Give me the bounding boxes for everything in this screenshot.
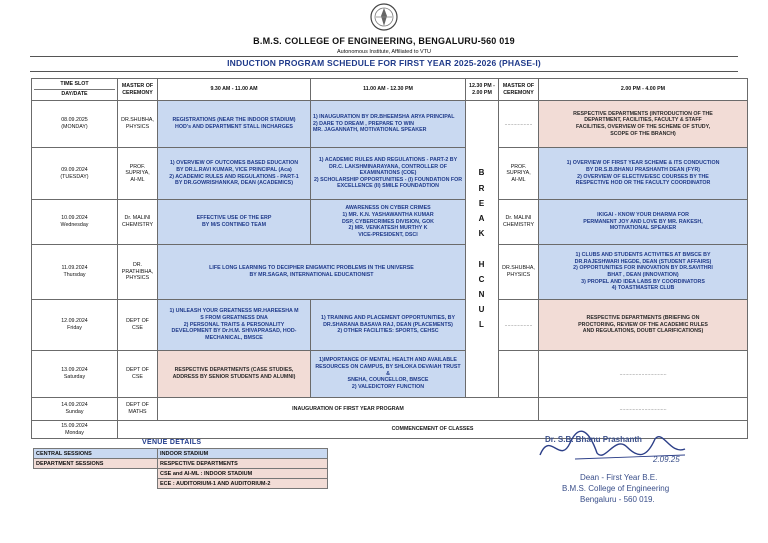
row-moc: DEPT OF CSE	[118, 351, 158, 398]
lunch-break-cell	[466, 101, 499, 398]
college-logo-icon	[369, 2, 399, 32]
venue-label: CENTRAL SESSIONS	[34, 449, 158, 459]
row-date: 14.09.2024 Sunday	[32, 398, 118, 421]
row-date: 08.09.2025 (MONDAY)	[32, 101, 118, 148]
session-clubs-innovation: 1) CLUBS AND STUDENTS ACTIVITIES AT BMSCE BY DR.RAJESHWARI HEGDE, DEAN (STUDENT AFFAIRS) 2) OPPORTUNITIES FOR INNOVATION BY DR.SAVITHRI BHAT , DEAN (INNOVATION) 3) PROPEL AND IDEA LABS BY COORDINATORS 4) TOASTMASTER CLUB	[539, 245, 748, 300]
lunch-break-label: B R E A K H C N U L	[478, 168, 486, 330]
session-inauguration: 1) INAUGURATION BY DR.BHEEMSHA ARYA PRINCIPAL 2) DARE TO DREAM , PREPARE TO WIN MR. JAGANNATH, MOTIVATIONAL SPEAKER	[311, 101, 466, 148]
session-rules-scholarship: 1) ACADEMIC RULES AND REGULATIONS - PART-2 BY DR.C. LAKSHMINARAYANA, CONTROLLER OF EXAMINATIONS (COE) 2) SCHOLARSHIP OPPORTUNITIES - (I) FOUNDATION FOR EXCELLENCE (II) SMILE FOUNDADTION	[311, 148, 466, 200]
table-row	[32, 101, 748, 148]
session-placements: 1) TRAINING AND PLACEMENT OPPORTUNITIES, BY DR.SHARANA BASAVA RAJ, DEAN (PLACEMENTS) 2) OTHER FACILITIES: SPORTS, CEHSC	[311, 300, 466, 351]
header-moc-2: MASTER OF CEREMONY	[499, 79, 539, 101]
commencement-of-classes: COMMENCEMENT OF CLASSES	[118, 421, 748, 439]
header-moc-1: MASTER OF CEREMONY	[118, 79, 158, 101]
dean-signature-block	[535, 425, 725, 515]
venue-value: ECE : AUDITORIUM-1 AND AUDITORIUM-2	[158, 479, 328, 489]
header-divider	[30, 56, 738, 57]
title-divider	[30, 71, 738, 72]
session-obe-rules: 1) OVERVIEW OF OUTCOMES BASED EDUCATION BY DR.L.RAVI KUMAR, VICE PRINCIPAL (Aca) 2) ACADEMIC RULES AND REGULATIONS - PART-1 BY DR.GOWRISHANKAR, DEAN (ACADEMICS)	[158, 148, 311, 200]
schedule-table	[31, 78, 748, 439]
row-date: 09.09.2024 (TUESDAY)	[32, 148, 118, 200]
row-date: 10.09.2024 Wednesday	[32, 200, 118, 245]
venue-value: RESPECTIVE DEPARTMENTS	[158, 459, 328, 469]
program-title: INDUCTION PROGRAM SCHEDULE FOR FIRST YEAR 2025-2026 (PHASE-I)	[227, 58, 541, 68]
venue-value: INDOOR STADIUM	[158, 449, 328, 459]
row-moc-afternoon: Dr. MALINI CHEMISTRY	[499, 200, 539, 245]
session-departments: RESPECTIVE DEPARTMENTS (INTRODUCTION OF THE DEPARTMENT, FACILITIES, FACULTY & STAFF FACILITIES, OVERVIEW OF THE SCHEME OF STUDY, SCOPE OF THE BRANCH)	[539, 101, 748, 148]
header-slot-2: 11.00 AM - 12.30 PM	[311, 79, 466, 101]
row-moc: PROF. SUPRIYA, AI-ML	[118, 148, 158, 200]
college-name: B.M.S. COLLEGE OF ENGINEERING, BENGALURU-560 019	[253, 36, 515, 46]
row-moc-afternoon	[499, 351, 539, 398]
dean-address: Bengaluru - 560 019.	[580, 495, 655, 504]
table-row	[32, 245, 748, 300]
row-moc: Dr. MALINI CHEMISTRY	[118, 200, 158, 245]
row-moc: DR.SHUBHA, PHYSICS	[118, 101, 158, 148]
header-slot-lunch: 12.30 PM - 2.00 PM	[466, 79, 499, 101]
table-row	[32, 300, 748, 351]
venue-row	[34, 479, 328, 489]
venue-row	[34, 449, 328, 459]
row-date: 15.09.2024 Monday	[32, 421, 118, 439]
venue-label	[34, 479, 158, 489]
dean-college: B.M.S. College of Engineering	[562, 484, 670, 493]
table-row	[32, 200, 748, 245]
row-moc-afternoon: PROF. SUPRIYA, AI-ML	[499, 148, 539, 200]
venue-table	[33, 448, 328, 489]
table-row	[32, 148, 748, 200]
session-greatness-personality: 1) UNLEASH YOUR GREATNESS MR.HAREESHA M S FROM GREATNESS DNA 2) PERSONAL TRAITS & PERSONALITY DEVELOPMENT BY Dr.H.M. SHIVAPRASAD, HOD- MECHANICAL, BMSCE	[158, 300, 311, 351]
session-cyber-crimes: AWARENESS ON CYBER CRIMES 1) MR. K.N. YASHAWANTHA KUMAR DSP, CYBERCRIMES DIVISION, GOK 2) MR. VENKATESH MURTHY K VICE-PRESIDENT, DSCI	[311, 200, 466, 245]
venue-row	[34, 469, 328, 479]
signature-scribble-icon	[535, 425, 725, 465]
session-proctoring: RESPECTIVE DEPARTMENTS (BRIEFING ON PROCTORING, REVIEW OF THE ACADEMIC RULES AND REGULATIONS, DOUBT CLARIFICATIONS)	[539, 300, 748, 351]
row-date: 12.09.2024 Friday	[32, 300, 118, 351]
session-inauguration-first-year: INAUGURATION OF FIRST YEAR PROGRAM	[158, 398, 539, 421]
session-registrations: REGISTRATIONS (NEAR THE INDOOR STADIUM) HOD's AND DEPARTMENT STALL INCHARGES	[158, 101, 311, 148]
signature-date: 2.09.25	[653, 455, 680, 464]
table-row	[32, 398, 748, 421]
session-mental-health: 1)IMPORTANCE OF MENTAL HEALTH AND AVAILABLE RESOURCES ON CAMPUS, BY SHLOKA DEVAIAH TRUST & SNEHA, COUNCELLOR, BMSCE 2) VALEDICTORY FUNCTION	[311, 351, 466, 398]
session-life-long-learning: LIFE LONG LEARNING TO DECIPHER ENIGMATIC PROBLEMS IN THE UNIVERSE BY MR.SAGAR, INTERNATIONAL EDUCATIONIST	[158, 245, 466, 300]
header-slot-1: 9.30 AM - 11.00 AM	[158, 79, 311, 101]
signature-name: Dr. S.B. Bhanu Prashanth	[545, 435, 642, 444]
row-date: 13.09.2024 Saturday	[32, 351, 118, 398]
header-time-slot: TIME SLOT DAY/DATE	[32, 79, 118, 101]
session-erp: EFFECTIVE USE OF THE ERP BY M/S CONTINEO TEAM	[158, 200, 311, 245]
session-empty: ................................	[539, 351, 748, 398]
row-moc: DEPT OF CSE	[118, 300, 158, 351]
row-moc: DR. PRATHIBHA, PHYSICS	[118, 245, 158, 300]
venue-value: CSE and AI-ML : INDOOR STADIUM	[158, 469, 328, 479]
dean-designation: Dean - First Year B.E.	[580, 473, 658, 482]
session-first-year-scheme: 1) OVERVIEW OF FIRST YEAR SCHEME & ITS CONDUCTION BY DR.S.B.BHANU PRASHANTH DEAN (FYR) 2) OVERVIEW OF ELECTIVE/ESC COURSES BY THE RESPECTIVE HOD OR THE FACULTY COORDINATOR	[539, 148, 748, 200]
header-slot-4: 2.00 PM - 4.00 PM	[539, 79, 748, 101]
venue-details-title: VENUE DETAILS	[142, 439, 202, 446]
session-empty: ................................	[539, 398, 748, 421]
row-moc-afternoon: ...................	[499, 101, 539, 148]
session-case-studies: RESPECTIVE DEPARTMENTS (CASE STUDIES, ADDRESS BY SENIOR STUDENTS AND ALUMNI)	[158, 351, 311, 398]
row-date: 11.09.2024 Thursday	[32, 245, 118, 300]
table-header-row	[32, 79, 748, 101]
venue-label: DEPARTMENT SESSIONS	[34, 459, 158, 469]
row-moc-afternoon: DR.SHUBHA, PHYSICS	[499, 245, 539, 300]
session-ikigai: IKIGAI - KNOW YOUR DHARMA FOR PERMANENT JOY AND LOVE BY MR. RAKESH, MOTIVATIONAL SPEAKER	[539, 200, 748, 245]
row-moc: DEPT OF MATHS	[118, 398, 158, 421]
row-moc-afternoon: ...................	[499, 300, 539, 351]
venue-row	[34, 459, 328, 469]
college-subtitle: Autonomous Institute, Affiliated to VTU	[336, 49, 432, 55]
venue-label	[34, 469, 158, 479]
table-row	[32, 351, 748, 398]
